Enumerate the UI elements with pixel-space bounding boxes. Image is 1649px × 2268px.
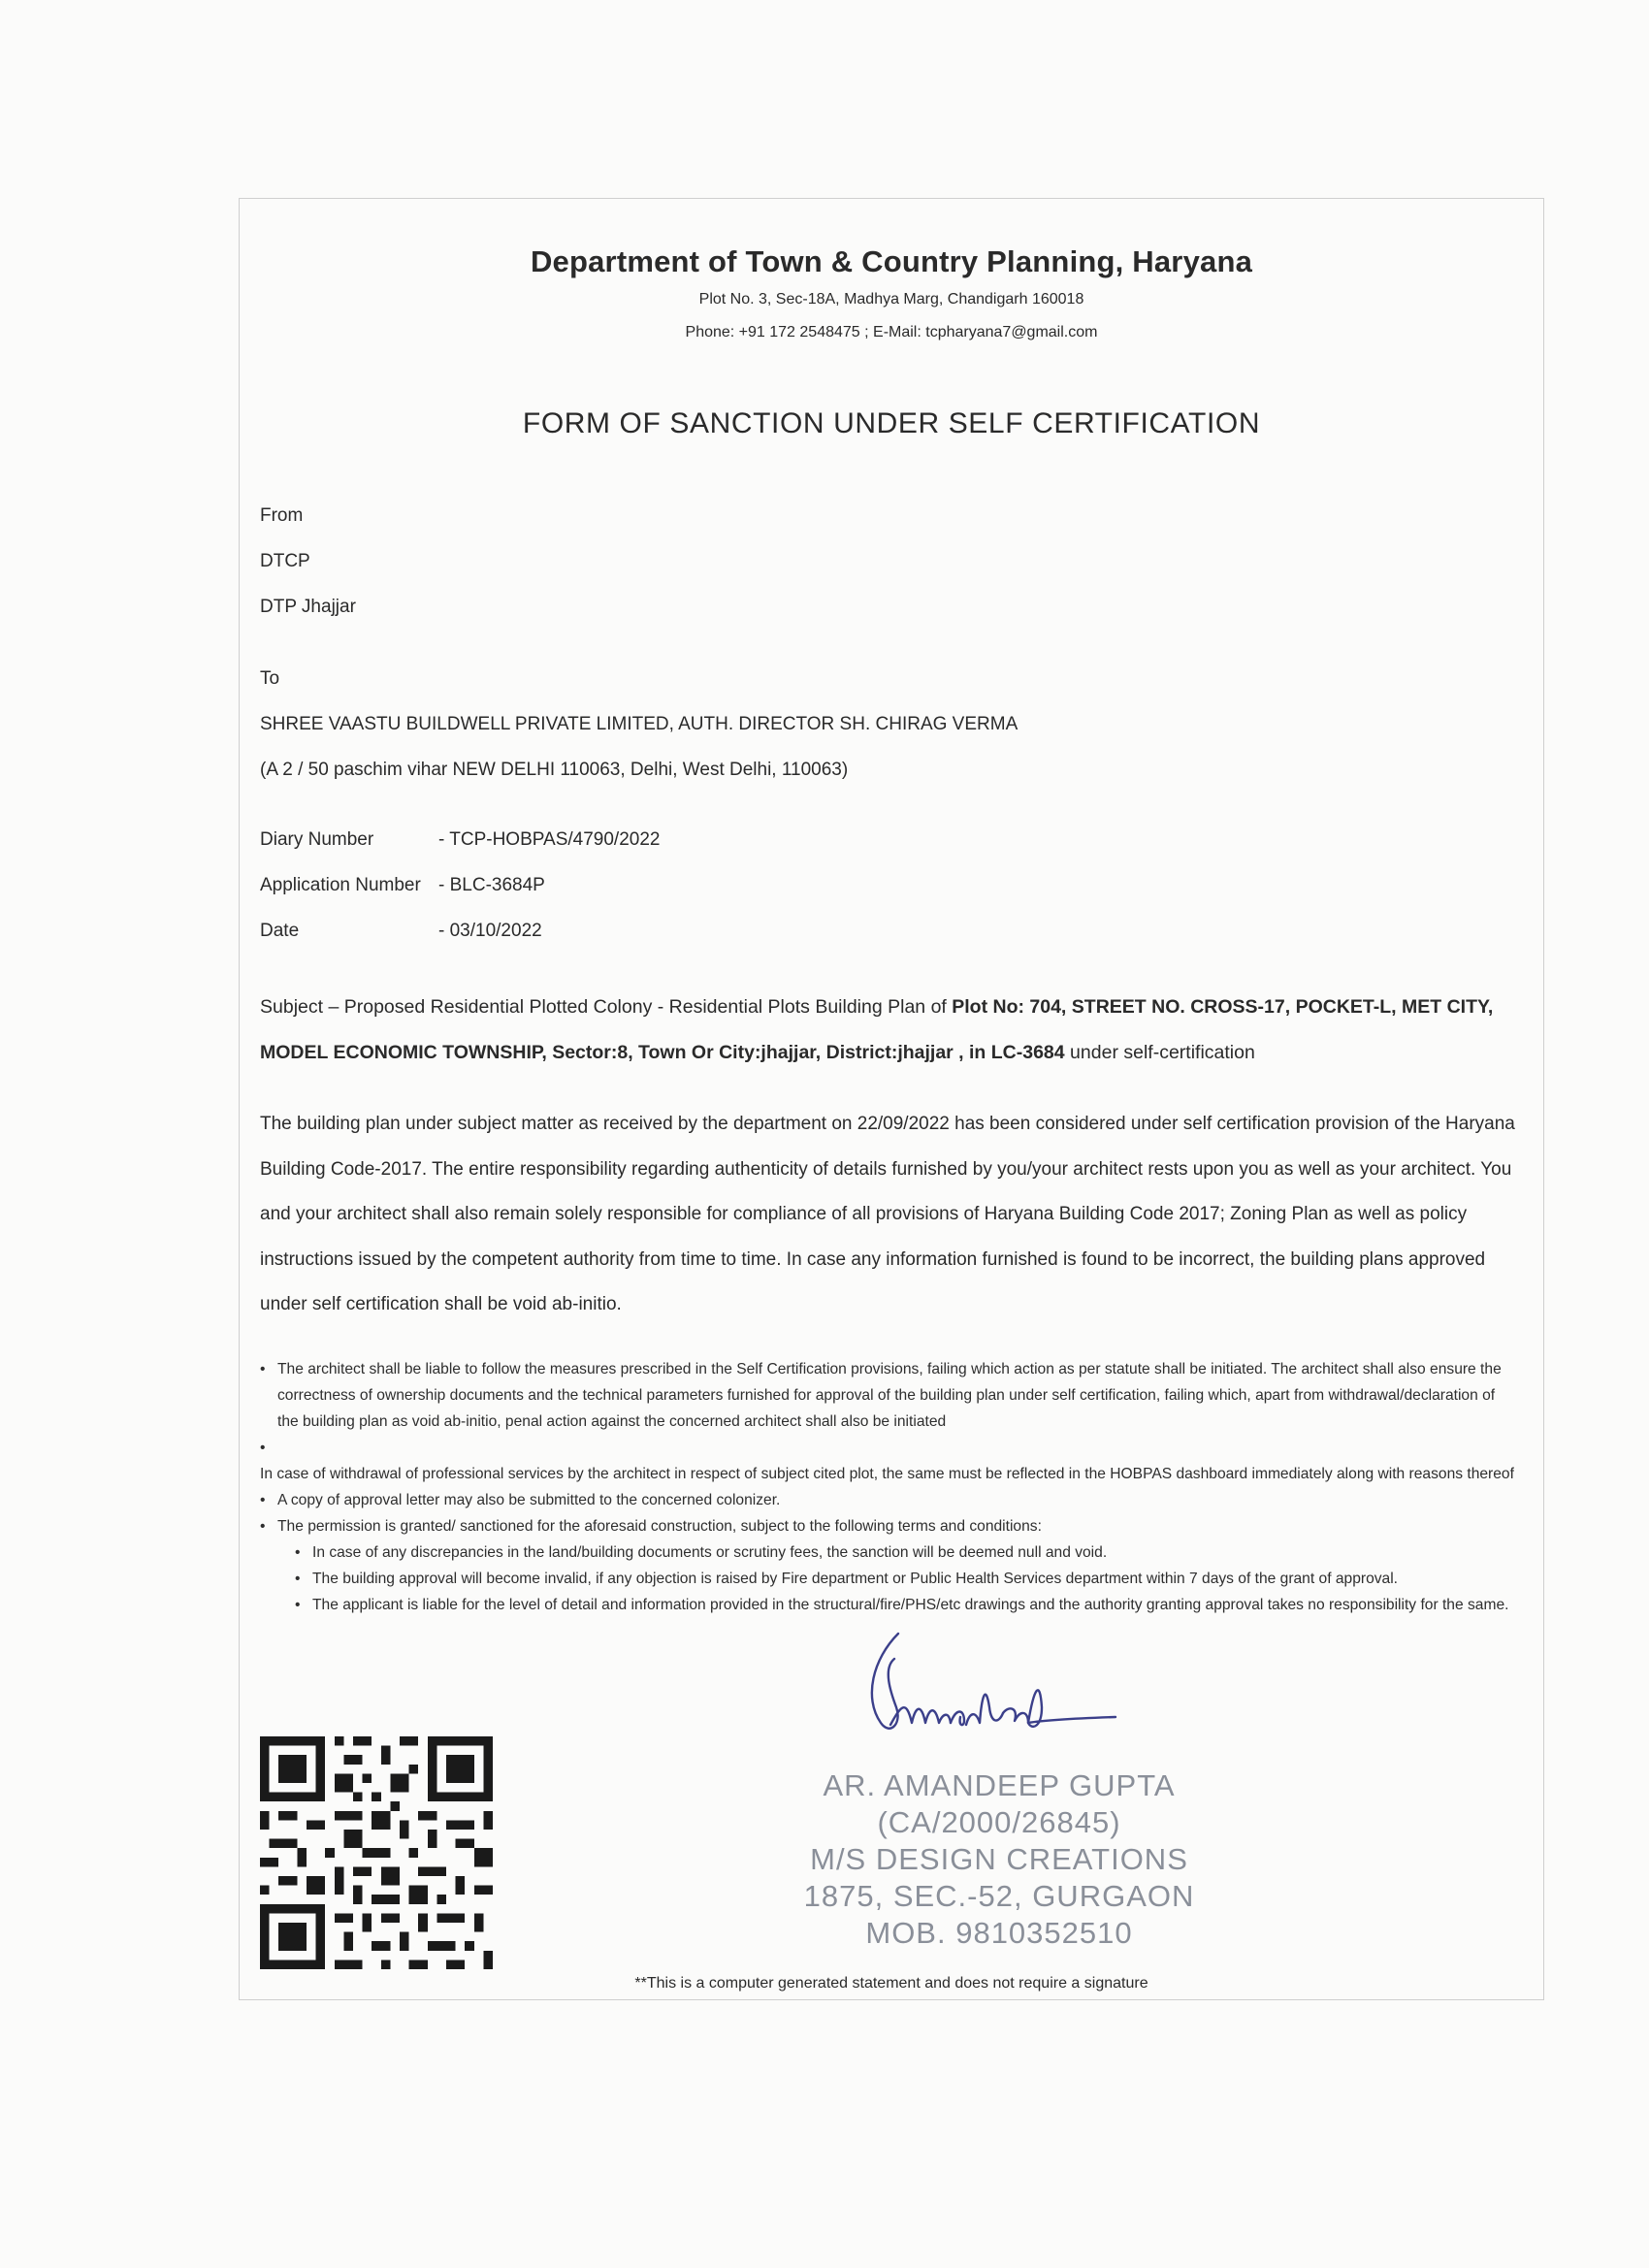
department-address: Plot No. 3, Sec-18A, Madhya Marg, Chandigarh 160018 xyxy=(698,291,1084,308)
conditions-list xyxy=(260,1356,1517,1618)
bullet-mark: • xyxy=(260,1361,266,1377)
department-title: Department of Town & Country Planning, Haryana xyxy=(530,244,1253,278)
application-number-value: - BLC-3684P xyxy=(438,875,545,895)
diary-number-value: - TCP-HOBPAS/4790/2022 xyxy=(438,829,661,850)
bullet-mark: • xyxy=(295,1544,301,1561)
architect-stamp xyxy=(795,1767,1203,1952)
form-title: FORM OF SANCTION UNDER SELF CERTIFICATION xyxy=(522,407,1261,439)
to-name: SHREE VAASTU BUILDWELL PRIVATE LIMITED, AUTH. DIRECTOR SH. CHIRAG VERMA xyxy=(260,714,1018,734)
list-item: • A copy of approval letter may also be submitted to the concerned colonizer. xyxy=(260,1487,1517,1513)
stamp-line-firm: M/S DESIGN CREATIONS xyxy=(810,1842,1188,1876)
subject-plot-details: Plot No: 704, STREET NO. CROSS-17, POCKET-L, MET CITY, MODEL ECONOMIC TOWNSHIP, Sector:8, Town Or City:jhajjar, District:jhajjar , in LC-3684 xyxy=(260,996,1494,1063)
from-label: From xyxy=(260,505,304,526)
stamp-line-mobile: MOB. 9810352510 xyxy=(865,1916,1133,1950)
body-paragraph: The building plan under subject matter as received by the department on 22/09/2022 has been considered under self certification provision of the Haryana Building Code-2017. The entire responsibility regarding authenticity of details furnished by you/your architect rests upon you as well as your architect. You and your architect shall also remain solely responsible for compliance of all provisions of Haryana Building Code 2017; Zoning Plan as well as policy instructions issued by the competent authority from time to time. In case any information furnished is found to be incorrect, the building plans approved under self certification shall be void ab-initio. xyxy=(260,1114,1515,1314)
subject-prefix: Subject – Proposed Residential Plotted Colony - Residential Plots Building Plan of xyxy=(260,996,953,1018)
bullet-mark: • xyxy=(260,1518,266,1535)
bullet-mark: • xyxy=(260,1440,266,1456)
bullet-mark: • xyxy=(295,1597,301,1613)
subject-paragraph xyxy=(260,985,1531,1076)
bullet-mark: • xyxy=(295,1571,301,1587)
application-number-label: Application Number xyxy=(260,875,421,895)
to-label: To xyxy=(260,668,280,689)
bullet-mark: • xyxy=(260,1492,266,1508)
sub-list-item: • The applicant is liable for the level of detail and information provided in the structural/fire/PHS/etc drawings and the authority granting approval takes no responsibility for the same. xyxy=(260,1592,1517,1618)
to-address: (A 2 / 50 paschim vihar NEW DELHI 110063, Delhi, West Delhi, 110063) xyxy=(260,760,849,780)
diary-number-label: Diary Number xyxy=(260,829,374,850)
sub-list-item: • In case of any discrepancies in the land/building documents or scrutiny fees, the sanction will be deemed null and void. xyxy=(260,1539,1517,1566)
stamp-line-name: AR. AMANDEEP GUPTA xyxy=(823,1768,1176,1802)
from-line1: DTCP xyxy=(260,551,310,571)
footer-note: **This is a computer generated statement and does not require a signature xyxy=(634,1975,1148,1992)
date-value: - 03/10/2022 xyxy=(438,921,542,941)
date-label: Date xyxy=(260,921,300,941)
sub-list-item: • The building approval will become invalid, if any objection is raised by Fire department or Public Health Services department within 7 days of the grant of approval. xyxy=(260,1566,1517,1592)
list-item xyxy=(260,1435,1517,1461)
list-item: • The permission is granted/ sanctioned for the aforesaid construction, subject to the following terms and conditions: xyxy=(260,1513,1517,1539)
list-item: In case of withdrawal of professional services by the architect in respect of subject cited plot, the same must be reflected in the HOBPAS dashboard immediately along with reasons thereof xyxy=(260,1466,1514,1482)
stamp-line-registration: (CA/2000/26845) xyxy=(877,1805,1121,1839)
subject-suffix: under self-certification xyxy=(1064,1042,1255,1063)
qr-code-icon xyxy=(260,1736,493,1969)
from-line2: DTP Jhajjar xyxy=(260,597,356,617)
department-contact: Phone: +91 172 2548475 ; E-Mail: tcpharyana7@gmail.com xyxy=(685,324,1098,340)
list-item: • The architect shall be liable to follow the measures prescribed in the Self Certification provisions, failing which action as per statute shall be initiated. The architect shall also ensure the correctness of ownership documents and the technical parameters furnished for approval of the building plan under self certification, failing which, apart from withdrawal/declaration of the building plan as void ab-initio, penal action against the concerned architect shall also be initiated xyxy=(260,1356,1517,1435)
stamp-line-address: 1875, SEC.-52, GURGAON xyxy=(803,1879,1195,1913)
signature-image xyxy=(834,1630,1125,1775)
